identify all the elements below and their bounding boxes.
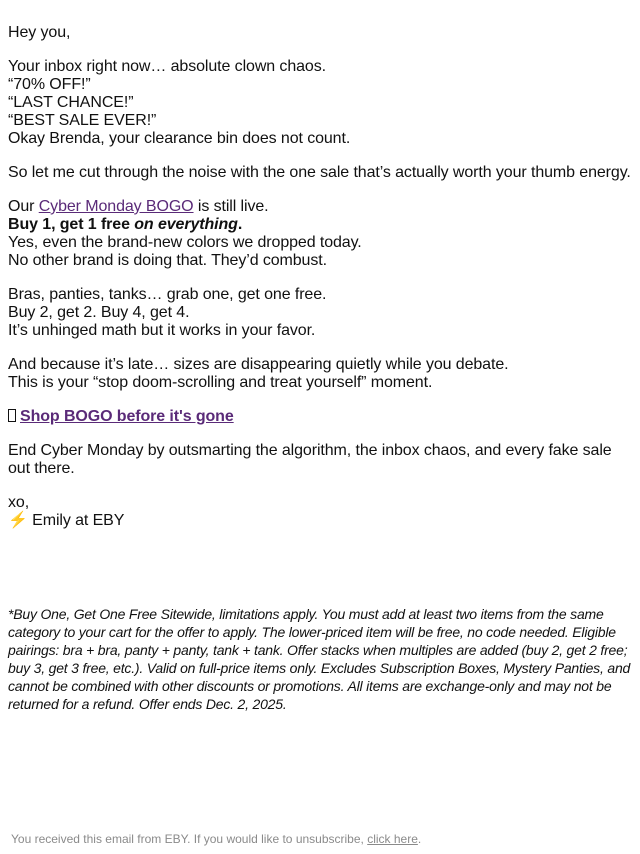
our-suffix: is still live. [193,198,269,215]
quote-last-chance: “LAST CHANCE!” [8,94,134,111]
signoff-paragraph [8,494,632,530]
signoff: xo, [8,494,30,511]
greeting: Hey you, [8,24,71,41]
cut-through-paragraph: So let me cut through the noise with the one sale that’s actually worth your thumb energy. [8,164,631,181]
footer-text: You received this email from EBY. If you would like to unsubscribe, [11,832,368,846]
cta-paragraph [8,408,632,426]
quote-70-off: “70% OFF!” [8,76,91,93]
inbox-intro: Your inbox right now… absolute clown chaos. [8,58,326,75]
cyber-monday-bogo-link[interactable]: Cyber Monday BOGO [38,198,194,215]
buy1-bold: Buy 1, get 1 free [8,216,135,233]
buy1-end: . [237,216,243,233]
unsubscribe-link[interactable]: click here [367,832,418,846]
buy2-line: Buy 2, get 2. Buy 4, get 4. [8,304,190,321]
buy1-italic: on everything [134,216,238,233]
bras-line: Bras, panties, tanks… grab one, get one free. [8,286,327,303]
no-other-line: No other brand is doing that. They’d combust. [8,252,327,269]
unhinged-line: It’s unhinged math but it works in your favor. [8,322,316,339]
signature: ⚡ Emily at EBY [8,512,125,529]
inbox-paragraph [8,58,632,148]
offer-disclaimer: *Buy One, Get One Free Sitewide, limitations apply. You must add at least two items from the same category to your cart for the offer to apply. The lower-priced item will be free, no code needed. Eligible pairings: bra + bra, panty + panty, tank + tank. Offer stacks when multiples are added (buy 2, get 2 free; buy 3, get 3 free, etc.). Valid on full-price items only. Excludes Subscription Boxes, Mystery Panties, and cannot be combined with other discounts or promotions. All items are exchange-only and may not be returned for a refund. Offer ends Dec. 2, 2025. [8,606,631,712]
end-paragraph: End Cyber Monday by outsmarting the algorithm, the inbox chaos, and every fake sale out there. [8,442,612,477]
email-body [8,24,632,546]
late-paragraph [8,356,632,392]
shop-bogo-link[interactable]: Shop BOGO before it's gone [20,408,234,425]
late-line: And because it’s late… sizes are disappearing quietly while you debate. [8,356,509,373]
stop-line: This is your “stop doom-scrolling and treat yourself” moment. [8,374,433,391]
brenda-line: Okay Brenda, your clearance bin does not count. [8,130,351,147]
square-glyph-icon [8,409,16,422]
buy1-line [8,216,632,234]
unsubscribe-footer [11,831,421,847]
footer-end: . [417,832,422,846]
new-colors-line: Yes, even the brand-new colors we dropped today. [8,234,362,251]
bogo-live-line [8,198,632,216]
bras-paragraph [8,286,632,340]
bogo-paragraph [8,198,632,270]
quote-best-sale: “BEST SALE EVER!” [8,112,157,129]
our-prefix: Our [8,198,39,215]
